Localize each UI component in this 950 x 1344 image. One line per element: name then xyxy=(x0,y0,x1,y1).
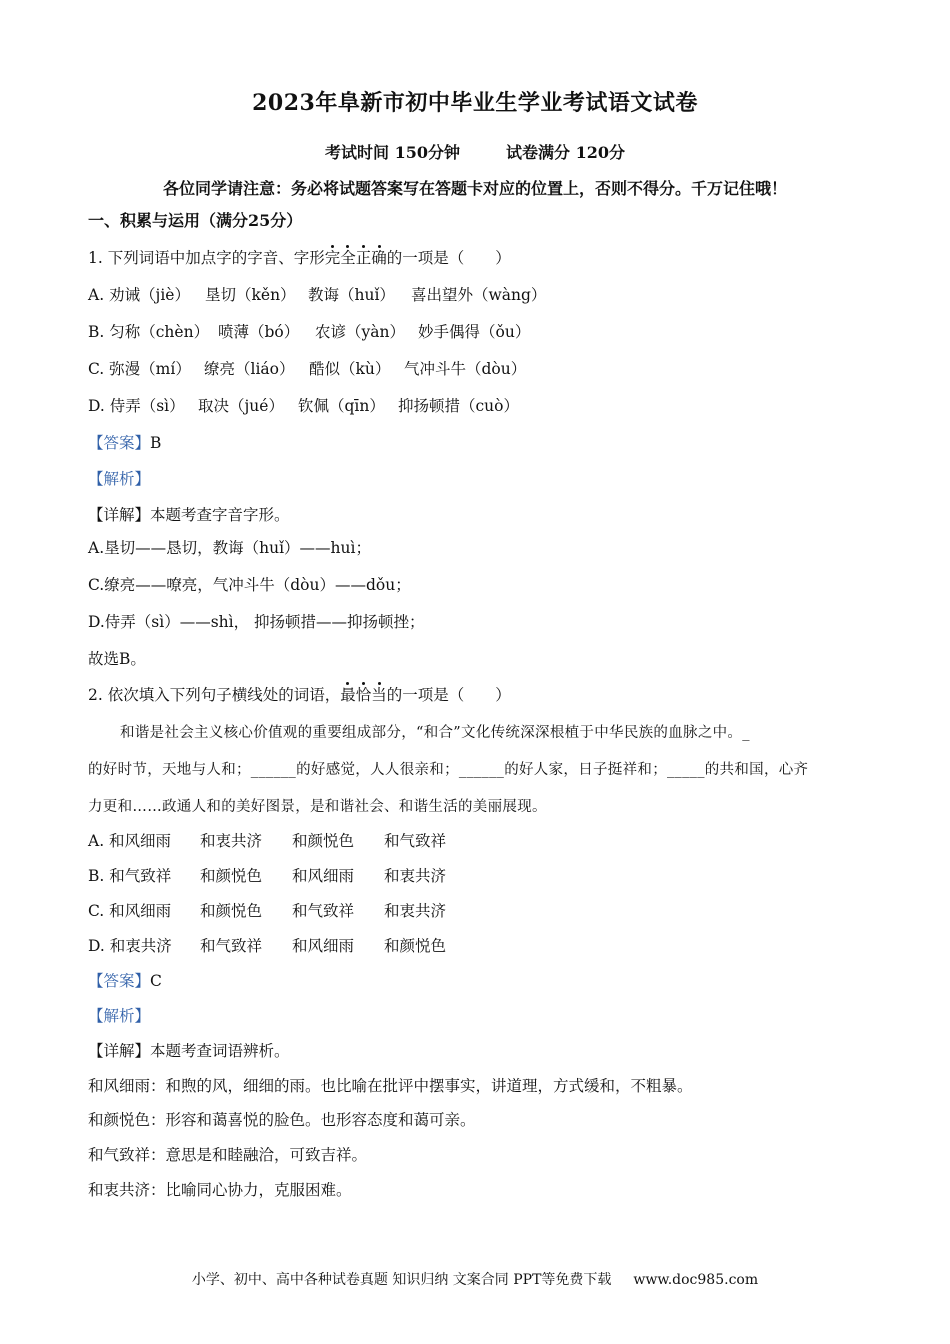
q1-stem-text: 1. 下列词语中加点字的字音、字形 xyxy=(88,249,325,267)
exam-time: 考试时间 150分钟 xyxy=(325,143,460,162)
option-item: 喷薄（bó） xyxy=(218,323,300,341)
dotted-char: 当 xyxy=(371,686,387,704)
q2-definition-1: 和风细雨：和煦的风，细细的雨。也比喻在批评中摆事实，讲道理，方式缓和，不粗暴。 xyxy=(88,1077,693,1095)
option-item: 和气致祥 xyxy=(292,902,355,920)
option-item: 和颜悦色 xyxy=(200,902,263,920)
option-item: 和气致祥 xyxy=(384,832,447,850)
q1-stem-tail: 的一项是（ ） xyxy=(386,249,511,267)
option-item: 和衷共济 xyxy=(200,832,263,850)
footer-text: 小学、初中、高中各种试卷真题 知识归纳 文案合同 PPT等免费下载 xyxy=(191,1272,612,1288)
option-item: C. 和风细雨 xyxy=(88,902,172,920)
q2-option-d xyxy=(88,935,446,957)
q2-option-a xyxy=(88,830,446,852)
q1-option-c xyxy=(88,358,526,380)
option-item: D. 和衷共济 xyxy=(88,937,172,955)
option-item: 和颜悦色 xyxy=(200,867,263,885)
option-item: 垦切（kěn） xyxy=(205,286,296,304)
option-item: 酷似（kù） xyxy=(309,360,391,378)
q2-analysis-tag: 【解析】 xyxy=(88,1007,151,1025)
answer-value: C xyxy=(150,972,162,990)
q1-explanation-d: D.侍弄（sì）——shì， 抑扬顿措——抑扬顿挫； xyxy=(88,613,425,631)
q1-stem xyxy=(88,247,511,269)
option-item: 取决（jué） xyxy=(198,397,284,415)
q1-option-a xyxy=(88,284,546,306)
q1-option-b xyxy=(88,321,530,343)
q1-explanation-a: A.垦切——恳切，教诲（huǐ）——huì； xyxy=(88,539,371,557)
option-item: B. 匀称（chèn） xyxy=(88,323,210,341)
q1-detail: 【详解】本题考查字音字形。 xyxy=(88,506,290,524)
q2-stem xyxy=(88,684,511,706)
option-item: 钦佩（qīn） xyxy=(298,397,385,415)
footer-url: www.doc985.com xyxy=(633,1272,759,1288)
dotted-char: 正 xyxy=(355,249,372,267)
q2-stem-tail: 的一项是（ ） xyxy=(386,686,511,704)
q2-answer xyxy=(88,970,162,992)
answer-value: B xyxy=(150,434,162,452)
q2-passage-line-3: 力更和……政通人和的美好图景，是和谐社会、和谐生活的美丽展现。 xyxy=(88,799,547,815)
q2-definition-2: 和颜悦色：形容和蔼喜悦的脸色。也形容态度和蔼可亲。 xyxy=(88,1111,476,1129)
option-item: 和衷共济 xyxy=(384,902,447,920)
q1-answer xyxy=(88,432,161,454)
dotted-char: 全 xyxy=(340,249,356,267)
option-item: 农谚（yàn） xyxy=(315,323,405,341)
option-item: A. 和风细雨 xyxy=(88,832,172,850)
page-title: 2023年阜新市初中毕业生学业考试语文试卷 xyxy=(252,90,698,116)
answer-tag: 【答案】 xyxy=(88,434,151,452)
dotted-char: 最 xyxy=(340,686,356,704)
option-item: 和风细雨 xyxy=(292,937,355,955)
exam-info xyxy=(0,140,950,163)
q2-detail: 【详解】本题考查词语辨析。 xyxy=(88,1042,290,1060)
dotted-char: 确 xyxy=(371,249,387,267)
q2-option-c xyxy=(88,900,446,922)
q2-passage-line-2: 的好时节，天地与人和；______的好感觉，人人很亲和；______的好人家，日子挺祥和；_____的共和国，心齐 xyxy=(88,762,809,778)
q1-conclusion: 故选B。 xyxy=(88,650,146,668)
page-footer xyxy=(0,1269,950,1289)
option-item: 抑扬顿措（cuò） xyxy=(398,397,519,415)
option-item: 气冲斗牛（dòu） xyxy=(404,360,527,378)
option-item: D. 侍弄（sì） xyxy=(88,397,185,415)
q2-option-b xyxy=(88,865,446,887)
option-item: B. 和气致祥 xyxy=(88,867,172,885)
option-item: 和衷共济 xyxy=(384,867,447,885)
option-item: 缭亮（liáo） xyxy=(204,360,295,378)
q2-stem-text: 2. 依次填入下列句子横线处的词语， xyxy=(88,686,341,704)
option-item: 和风细雨 xyxy=(292,867,355,885)
full-score: 试卷满分 120分 xyxy=(506,143,625,162)
dotted-char: 恰 xyxy=(355,686,372,704)
option-item: 妙手偶得（ǒu） xyxy=(418,323,531,341)
section-heading: 一、积累与运用（满分25分） xyxy=(88,211,303,230)
q1-option-d xyxy=(88,395,519,417)
q2-passage-line-1: 和谐是社会主义核心价值观的重要组成部分，“和合”文化传统深深根植于中华民族的血脉之中。_ xyxy=(120,725,750,741)
option-item: C. 弥漫（mí） xyxy=(88,360,191,378)
option-item: 和颜悦色 xyxy=(384,937,447,955)
q2-definition-3: 和气致祥：意思是和睦融洽，可致吉祥。 xyxy=(88,1146,368,1164)
q1-explanation-c: C.缭亮——嘹亮，气冲斗牛（dòu）——dǒu； xyxy=(88,576,411,594)
answer-tag: 【答案】 xyxy=(88,972,151,990)
option-item: 喜出望外（wàng） xyxy=(411,286,547,304)
option-item: 和颜悦色 xyxy=(292,832,355,850)
option-item: 教诲（huǐ） xyxy=(308,286,395,304)
option-item: A. 劝诫（jiè） xyxy=(88,286,190,304)
exam-notice: 各位同学请注意：务必将试题答案写在答题卡对应的位置上，否则不得分。千万记住哦！ xyxy=(162,179,787,198)
q1-analysis-tag: 【解析】 xyxy=(88,470,151,488)
q2-definition-4: 和衷共济：比喻同心协力，克服困难。 xyxy=(88,1181,352,1199)
option-item: 和气致祥 xyxy=(200,937,263,955)
dotted-char: 完 xyxy=(324,249,341,267)
